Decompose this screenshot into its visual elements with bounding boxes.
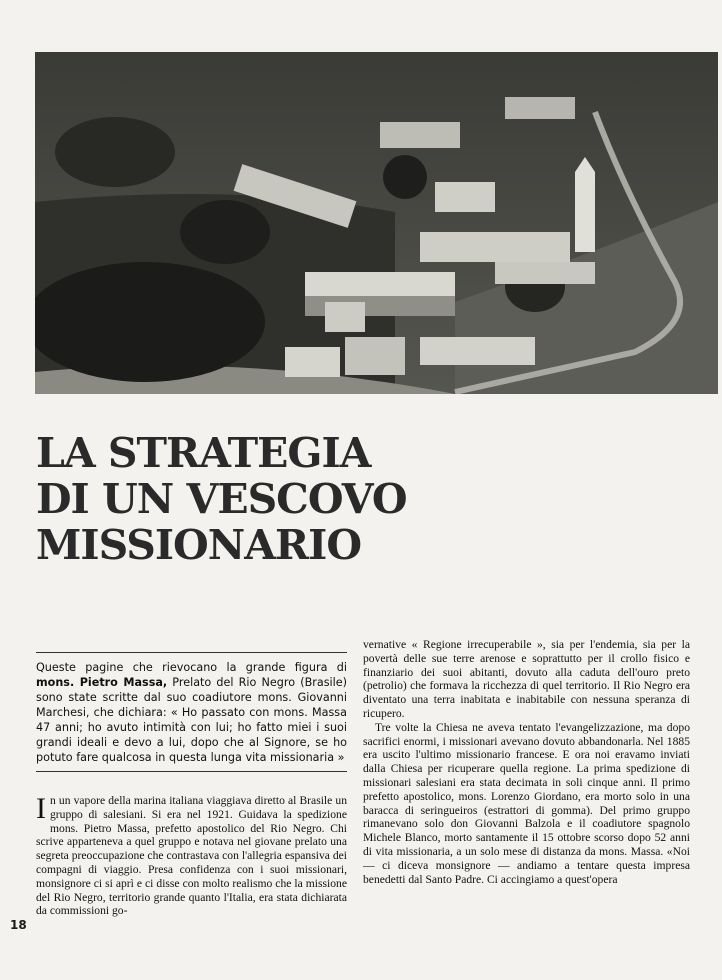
- title-line-2: DI UN VESCOVO MISSIONARIO: [36, 475, 407, 569]
- dropcap: I: [36, 792, 46, 825]
- left-body-text: n un vapore della marina italiana viaggiava diretto al Brasile un gruppo di salesiani. Si era nel 1921. Guidava la spedizione mons. Pietro Massa, prefetto apostolico del Rio Negro. Chi scrive apparteneva a quel gruppo e notava nel giovane prelato una segreta preoccupazione che contrastava con l'allegria espansiva dei compagni di viaggio. Presa confidenza con i suoi missionari, monsignore ci si aprì e ci disse con molto realismo che la missione del Rio Negro, territorio grande quanto l'Italia, era stata dichiarata da commissioni go-: [36, 794, 347, 918]
- left-body: [36, 794, 347, 918]
- right-paragraph-2: Tre volte la Chiesa ne aveva tentato l'evangelizzazione, ma dopo sacrifici enormi, i missionari avevano dovuto abbandonarla. Nel 1885 era uscito l'ultimo missionario francese. E ora noi eravamo inviati dalla Chiesa per ricuperare quella regione. La prima spedizione di missionari salesiani era stata decimata in soli cinque anni. Il primo prefetto apostolico, mons. Lorenzo Giordano, era morto solo in una baracca di seringueiros (estrattori di gomma). Del primo gruppo rimanevano solo don Giovanni Balzola e il coadiutore spagnolo Michele Blanco, morto santamente il 15 ottobre scorso dopo 52 anni di vita missionaria, a un solo mese di distanza da mons. Massa. «Noi — ci diceva monsignore — andiamo a tentare questa impresa benedetti dal Santo Padre. Ci accingiamo a quest'opera: [363, 720, 690, 886]
- right-paragraph-1: vernative « Regione irrecuperabile », sia per l'endemia, sia per la povertà delle sue terre arenose e soprattutto per il crollo fisico e finanziario dei suoi abitanti, dovuto alla caduta dell'ouro preto (petrolio) che formava la ricchezza di quel territorio. Il Rio Negro era diventato una terra inabitata e inabitabile con nessuna speranza di ricupero.: [363, 638, 690, 720]
- left-column: [36, 656, 347, 918]
- page-number: 18: [10, 918, 27, 932]
- mission-photo-icon: [35, 52, 718, 394]
- aerial-mission-photo: [35, 52, 718, 394]
- article-title: [36, 430, 716, 568]
- intro-name: mons. Pietro Massa,: [36, 676, 168, 689]
- right-column: [363, 638, 690, 886]
- title-line-1: LA STRATEGIA: [36, 429, 371, 477]
- intro-pre: Queste pagine che rievocano la grande figura di: [36, 661, 347, 674]
- intro-post: Prelato del Rio Negro (Brasile) sono state scritte dal suo coadiutore mons. Giovanni Marchesi, che dichiara: « Ho passato con mons. Massa 47 anni; ho avuto intimità con lui; ho fatto miei i suoi grandi ideali e devo a lui, dopo che al Signore, se ho potuto fare qualcosa in questa lunga vita missionaria »: [36, 676, 348, 764]
- intro-top-rule: [36, 652, 347, 653]
- right-body: [363, 638, 690, 886]
- intro-paragraph: [36, 656, 347, 772]
